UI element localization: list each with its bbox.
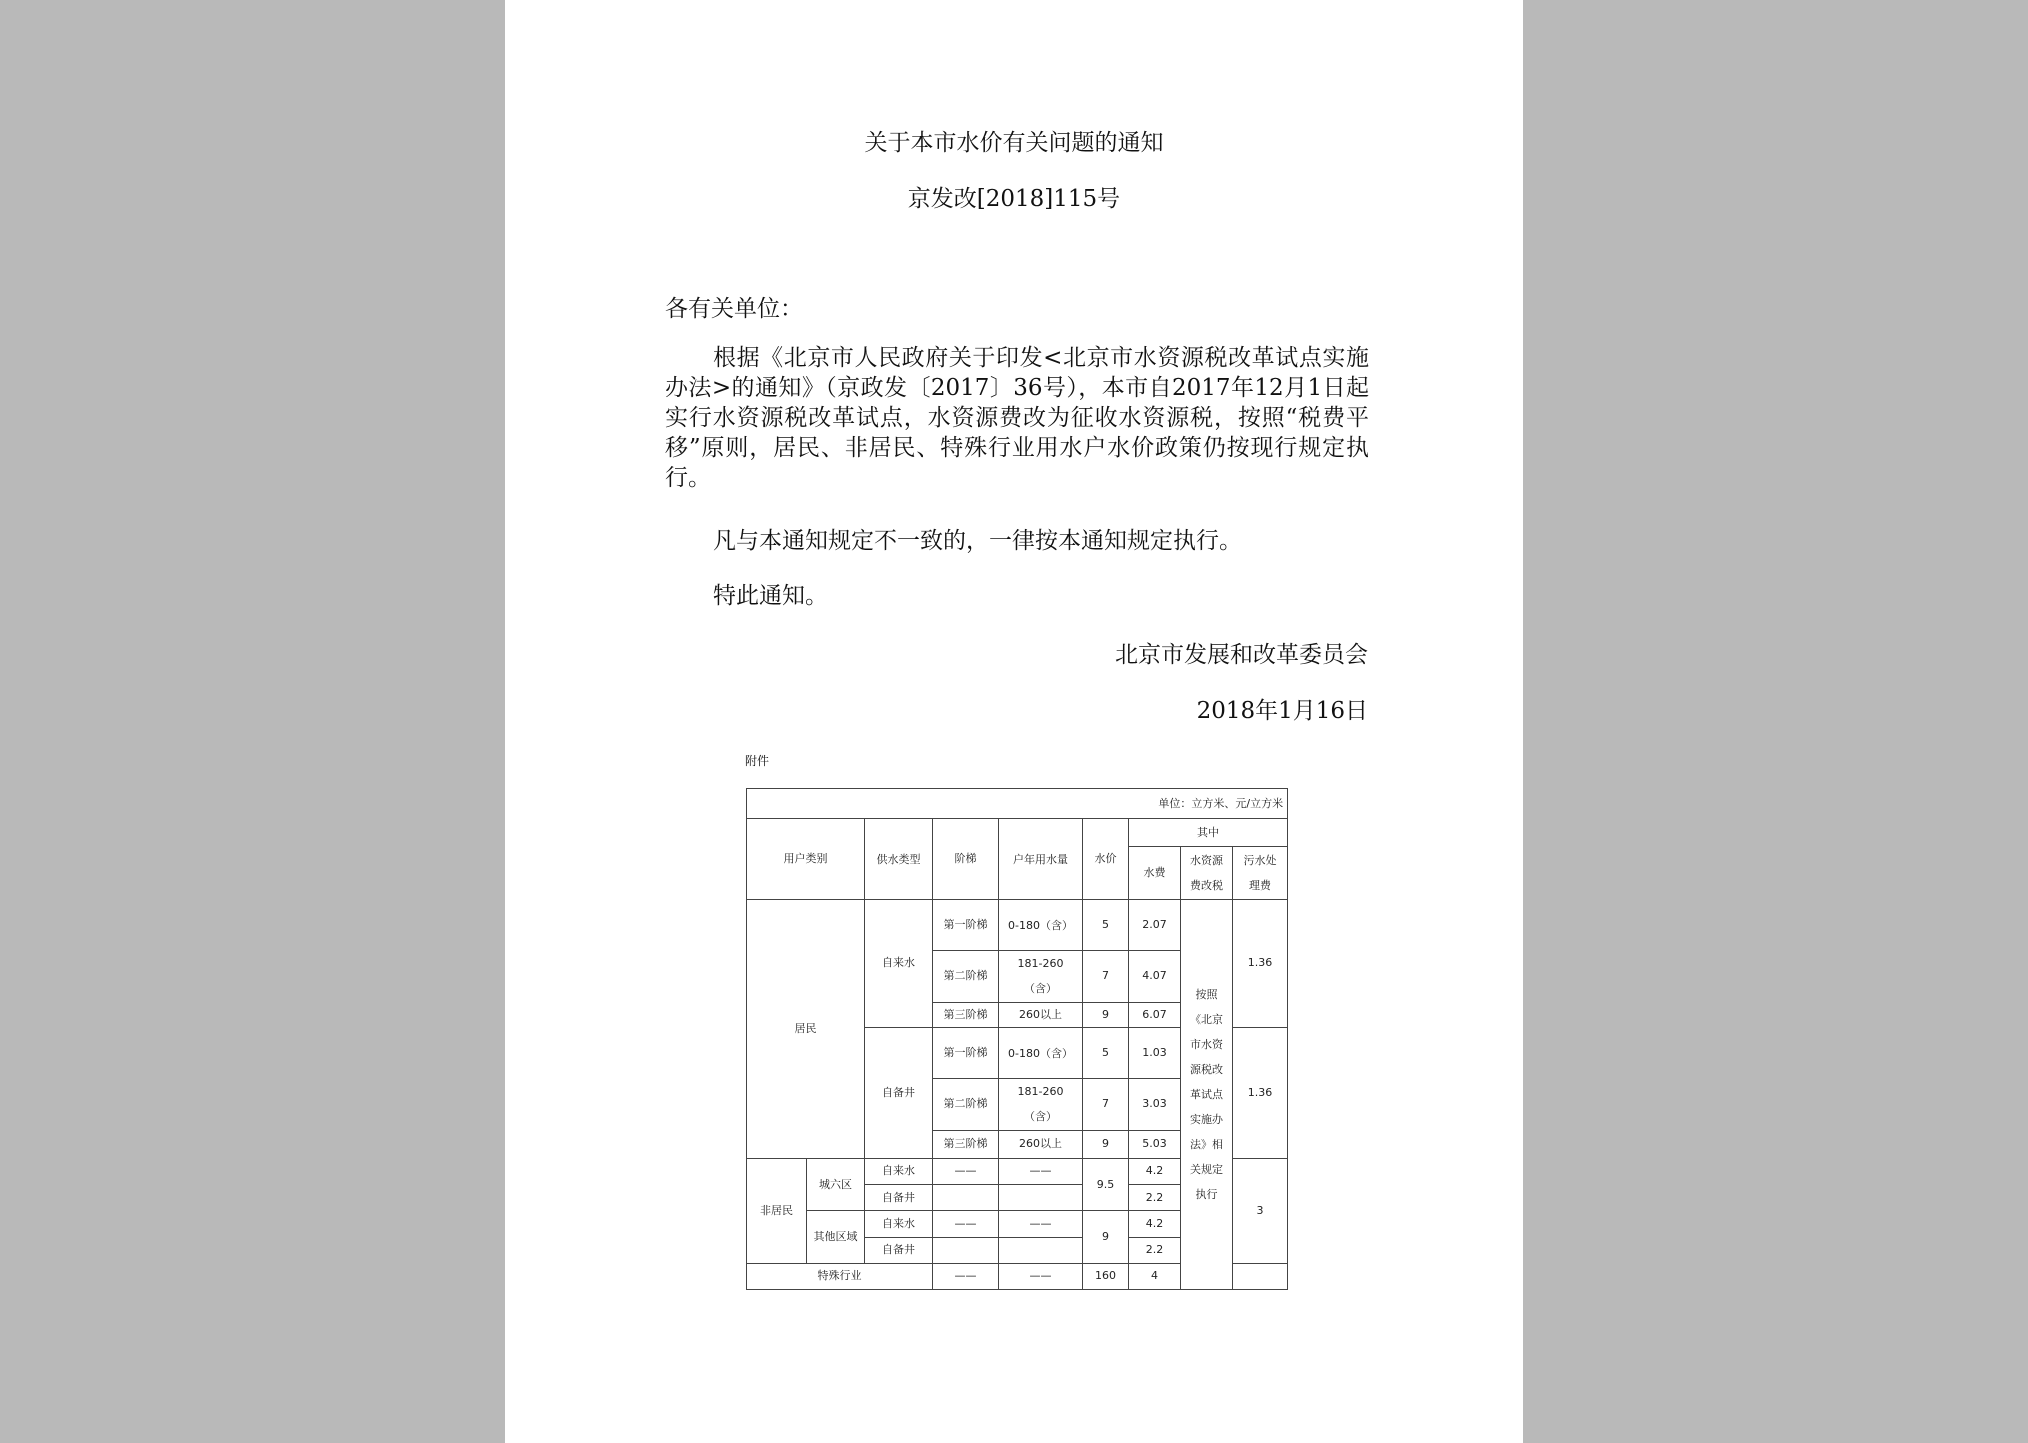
tier-cell: 第三阶梯: [933, 1130, 999, 1158]
special-label: 特殊行业: [747, 1263, 933, 1289]
usage-cell: [999, 1185, 1083, 1211]
sewage-cell: 1.36: [1233, 1027, 1288, 1158]
tier-cell: 第二阶梯: [933, 1079, 999, 1130]
document-date: 2018年1月16日: [1196, 698, 1368, 724]
tier-cell: [933, 1185, 999, 1211]
signature: 北京市发展和改革委员会: [1115, 642, 1368, 668]
region-other: 其他区域: [807, 1211, 865, 1263]
price-cell: 9: [1083, 1002, 1129, 1027]
tier-cell: ——: [933, 1211, 999, 1237]
fee-cell: 6.07: [1129, 1002, 1181, 1027]
supply-cell: 自来水: [865, 1211, 933, 1237]
resource-tax-note: 按照《北京市水资源税改革试点实施办法》相关规定执行: [1181, 899, 1233, 1289]
price-cell: 9.5: [1083, 1158, 1129, 1210]
fee-cell: 5.03: [1129, 1130, 1181, 1158]
header-user-type: 用户类别: [747, 819, 865, 900]
price-cell: 7: [1083, 1079, 1129, 1130]
region-urban: 城六区: [807, 1158, 865, 1210]
usage-cell: [999, 1237, 1083, 1263]
price-cell: 9: [1083, 1130, 1129, 1158]
tier-cell: [933, 1237, 999, 1263]
body-paragraph: 凡与本通知规定不一致的，一律按本通知规定执行。: [713, 528, 1242, 554]
usage-cell: ——: [999, 1211, 1083, 1237]
usage-cell: 181-260（含）: [999, 951, 1083, 1002]
tier-cell: 第一阶梯: [933, 1027, 999, 1078]
fee-cell: 3.03: [1129, 1079, 1181, 1130]
supply-cell: 自来水: [865, 1158, 933, 1184]
water-price-table: [746, 788, 1288, 1290]
fee-cell: 2.2: [1129, 1237, 1181, 1263]
fee-cell: 2.2: [1129, 1185, 1181, 1211]
header-water-fee: 水费: [1129, 847, 1181, 899]
sewage-cell: 3: [1233, 1158, 1288, 1263]
price-cell: 7: [1083, 951, 1129, 1002]
attachment-label: 附件: [745, 754, 770, 768]
tier-cell: 第二阶梯: [933, 951, 999, 1002]
non-resident-label: 非居民: [747, 1158, 807, 1263]
header-of-which: 其中: [1129, 819, 1288, 847]
header-annual-usage: 户年用水量: [999, 819, 1083, 900]
usage-cell: 0-180（含）: [999, 1027, 1083, 1078]
tier-cell: ——: [933, 1263, 999, 1289]
supply-cell: 自备井: [865, 1185, 933, 1211]
usage-cell: ——: [999, 1263, 1083, 1289]
tier-cell: ——: [933, 1158, 999, 1184]
supply-cell: 自备井: [865, 1237, 933, 1263]
usage-cell: ——: [999, 1158, 1083, 1184]
fee-cell: 4: [1129, 1263, 1181, 1289]
fee-cell: 4.2: [1129, 1211, 1181, 1237]
price-cell: 160: [1083, 1263, 1129, 1289]
body-paragraph: 特此通知。: [713, 583, 828, 609]
supply-well: 自备井: [865, 1027, 933, 1158]
price-cell: 5: [1083, 1027, 1129, 1078]
document-page: [505, 0, 1523, 1443]
unit-note: 单位：立方米、元/立方米: [747, 789, 1288, 819]
header-sewage-fee: 污水处理费: [1233, 847, 1288, 899]
resident-label: 居民: [747, 899, 865, 1158]
header-supply-type: 供水类型: [865, 819, 933, 900]
fee-cell: 2.07: [1129, 899, 1181, 950]
header-water-price: 水价: [1083, 819, 1129, 900]
document-number: 京发改[2018]115号: [907, 186, 1121, 212]
fee-cell: 1.03: [1129, 1027, 1181, 1078]
empty-cell: [1233, 1263, 1288, 1289]
sewage-cell: 1.36: [1233, 899, 1288, 1027]
fee-cell: 4.07: [1129, 951, 1181, 1002]
fee-cell: 4.2: [1129, 1158, 1181, 1184]
tier-cell: 第三阶梯: [933, 1002, 999, 1027]
tier-cell: 第一阶梯: [933, 899, 999, 950]
body-paragraph: 根据《北京市人民政府关于印发<北京市水资源税改革试点实施办法>的通知》（京政发〔2017〕36号），本市自2017年12月1日起实行水资源税改革试点，水资源费改为征收水资源税，按照“税费平移”原则，居民、非居民、特殊行业用水户水价政策仍按现行规定执行。: [665, 345, 1369, 491]
salutation: 各有关单位：: [665, 296, 803, 322]
usage-cell: 260以上: [999, 1002, 1083, 1027]
header-tier: 阶梯: [933, 819, 999, 900]
usage-cell: 181-260（含）: [999, 1079, 1083, 1130]
usage-cell: 0-180（含）: [999, 899, 1083, 950]
document-title: 关于本市水价有关问题的通知: [864, 130, 1164, 156]
price-cell: 5: [1083, 899, 1129, 950]
price-cell: 9: [1083, 1211, 1129, 1263]
usage-cell: 260以上: [999, 1130, 1083, 1158]
header-resource-tax: 水资源费改税: [1181, 847, 1233, 899]
supply-tap: 自来水: [865, 899, 933, 1027]
